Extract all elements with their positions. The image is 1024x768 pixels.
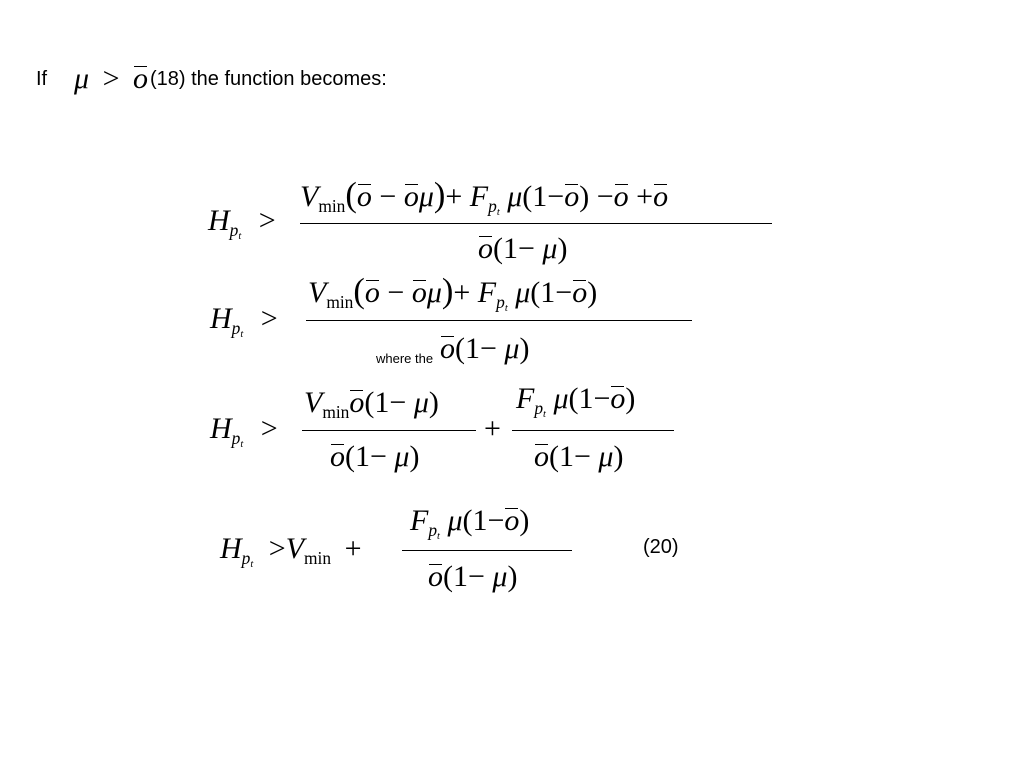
- obar-symbol: o: [132, 62, 148, 95]
- mu-symbol: μ: [74, 62, 90, 95]
- eq1-lhs: $H_{pt}$ >: [208, 204, 276, 243]
- eq2-denominator: o(1− μ): [440, 332, 530, 365]
- eq2-fraction-bar: [306, 320, 692, 321]
- eq1-fraction-bar: [300, 223, 772, 224]
- eq4-numerator: $F_{pt}$ μ(1−o): [410, 504, 530, 543]
- eq3-first-numerator: $V_{min}o(1- \mu)$: [304, 386, 439, 423]
- equation-number: (20): [643, 536, 679, 558]
- eq3-first-denominator: o(1− μ): [330, 440, 420, 473]
- intro-if: If: [36, 68, 48, 90]
- eq3-first-fraction-bar: [302, 430, 476, 431]
- eq3-plus: +: [484, 412, 501, 445]
- intro-reference: (18) the function becomes:: [150, 68, 387, 90]
- eq3-second-fraction-bar: [512, 430, 674, 431]
- eq1-denominator: o(1− μ): [478, 232, 568, 265]
- where-the-note: where the: [376, 351, 434, 366]
- eq4-fraction-bar: [402, 550, 572, 551]
- eq2-lhs: $H_{pt}$ >: [210, 302, 278, 341]
- eq3-lhs: $H_{pt}$ >: [210, 412, 278, 451]
- intro-condition: [74, 62, 148, 96]
- eq3-second-denominator: o(1− μ): [534, 440, 624, 473]
- eq3-second-numerator: $F_{pt}$ μ(1−o): [516, 382, 636, 421]
- gt-symbol: >: [102, 62, 120, 95]
- eq4-denominator: o(1− μ): [428, 560, 518, 593]
- eq2-numerator: $V_{min}(o - o\mu)+ F_{pt}$ μ(1−o): [308, 272, 598, 315]
- eq4-lhs: $H_{pt} >V_{min}$ +: [220, 532, 362, 571]
- eq1-numerator: $V_{min}(o - o\mu)+ F_{pt}$ μ(1−o) −o +o: [300, 176, 669, 219]
